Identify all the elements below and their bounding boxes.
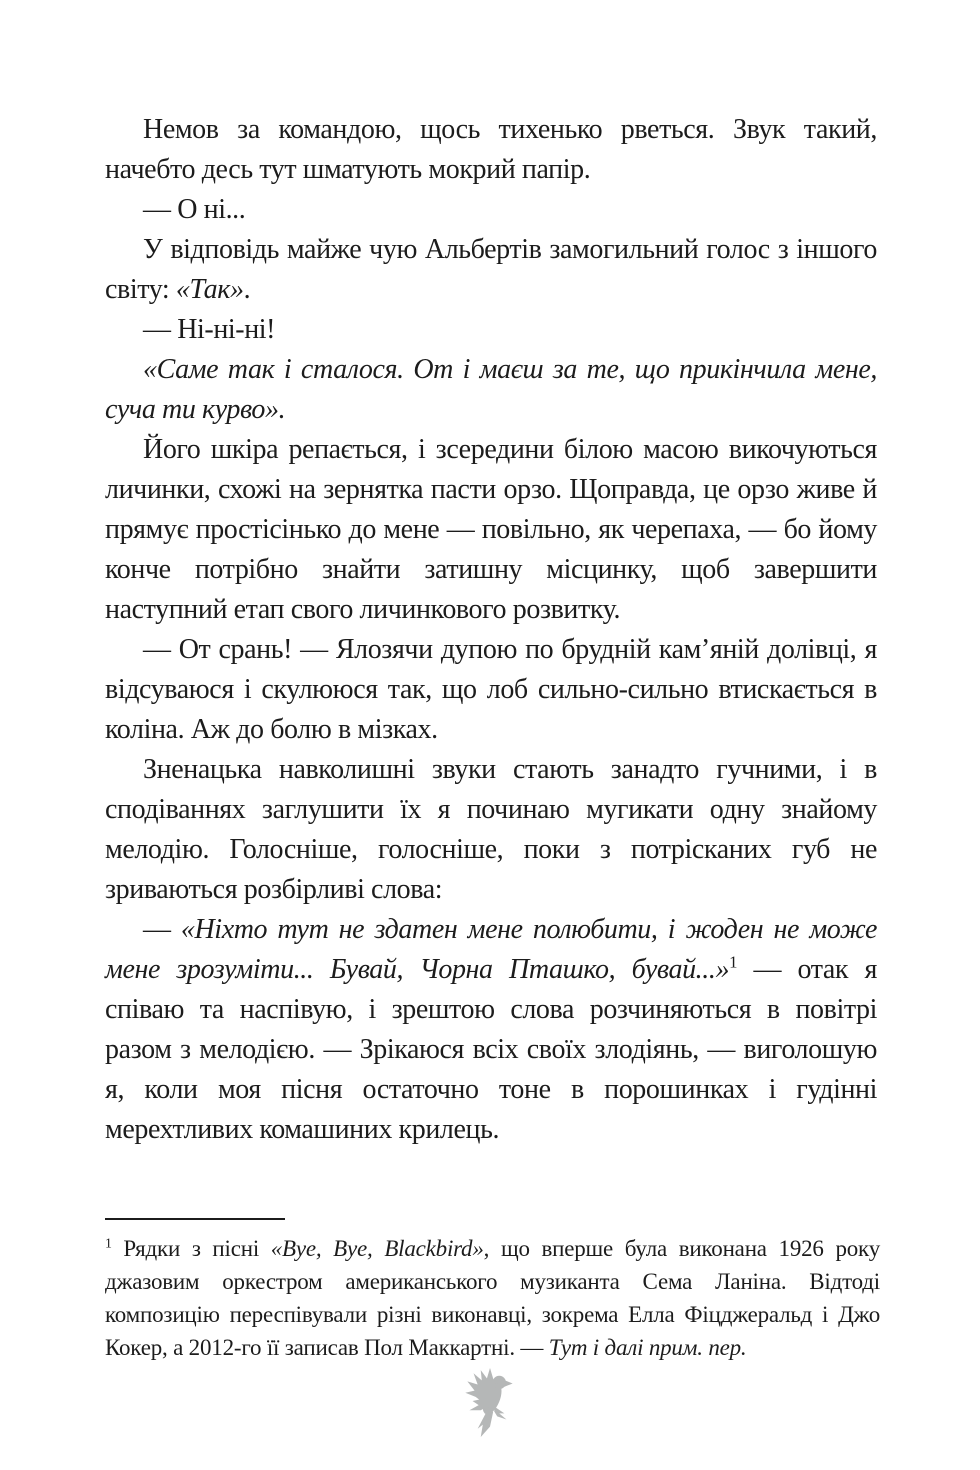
text-run: «Bye, Bye, Blackbird» [270, 1236, 484, 1261]
text-run: «Саме так і сталося. От і маєш за те, що прикінчила мене, суча ти курво». [105, 354, 877, 425]
paragraph [105, 190, 877, 230]
text-run: У відповідь майже чую Альбертів замогильний голос з іншого світу: [105, 234, 877, 305]
footnote-ref: 1 [105, 1235, 112, 1251]
paragraph [105, 430, 877, 630]
text-run: «Так» [175, 274, 244, 305]
paragraph [105, 310, 877, 350]
paragraph [105, 350, 877, 430]
footnote-block [105, 1218, 880, 1364]
page-ornament [0, 1366, 980, 1438]
text-run: Зненацька навколишні звуки стають занадто гучними, і в сподіваннях заглушити їх я починаю мугикати одну знайому мелодію. Голосніше, голосніше, поки з потрісканих губ не зриваються розбірливі слова: [105, 754, 877, 905]
text-run: — [143, 914, 181, 945]
footnote-ref: 1 [729, 952, 738, 972]
text-run: — отак я співаю та наспівую, і зрештою слова розчиняються в повітрі разом з мелодією. — Зрікаюся всіх своїх злодіянь, — виголошую я, коли моя пісня остаточно тоне в порошинках і гудінні мерехтливих комашиних крилець. [105, 954, 877, 1145]
text-run: Рядки з пісні [111, 1236, 271, 1261]
text-run: Його шкіра репається, і зсередини білою масою викочуються личинки, схожі на зернятка пасти орзо. Щоправда, це орзо живе й прямує простісінько до мене — повільно, як черепаха, — бо йому конче потрібно знайти затишну місцинку, щоб завершити наступний етап свого личинкового розвитку. [105, 434, 877, 625]
footnote-text [105, 1232, 880, 1364]
text-run: Тут і далі прим. пер. [548, 1335, 747, 1360]
paragraph [105, 910, 877, 1150]
body-text [105, 110, 877, 1150]
text-run: — О ні... [143, 194, 246, 225]
text-run: «Ніхто тут не здатен мене полюбити, і жоден не може мене зрозуміти... Бувай, Чорна Пташко, бувай...» [105, 914, 877, 985]
paragraph [105, 630, 877, 750]
paragraph [105, 230, 877, 310]
text-run: , що вперше була виконана 1926 року джазовим оркестром американського музиканта Сема Ланіна. Відтоді композицію переспівували різні виконавці, зокрема Елла Фіцджеральд і Джо Кокер, а 2012-го її записав Пол Маккартні. — [105, 1236, 880, 1360]
footnote-separator [105, 1218, 285, 1220]
text-run: — Ні-ні-ні! [143, 314, 276, 345]
text-run: Немов за командою, щось тихенько рветься. Звук такий, начебто десь тут шматують мокрий папір. [105, 114, 877, 185]
paragraph [105, 110, 877, 190]
text-run: . [243, 274, 251, 305]
text-run: — От срань! — Ялозячи дупою по брудній кам’яній долівці, я відсуваюся і скулююся так, що лоб сильно-сильно втискається в коліна. Аж до болю в мізках. [105, 634, 877, 745]
paragraph [105, 750, 877, 910]
blackbird-icon [463, 1366, 517, 1438]
